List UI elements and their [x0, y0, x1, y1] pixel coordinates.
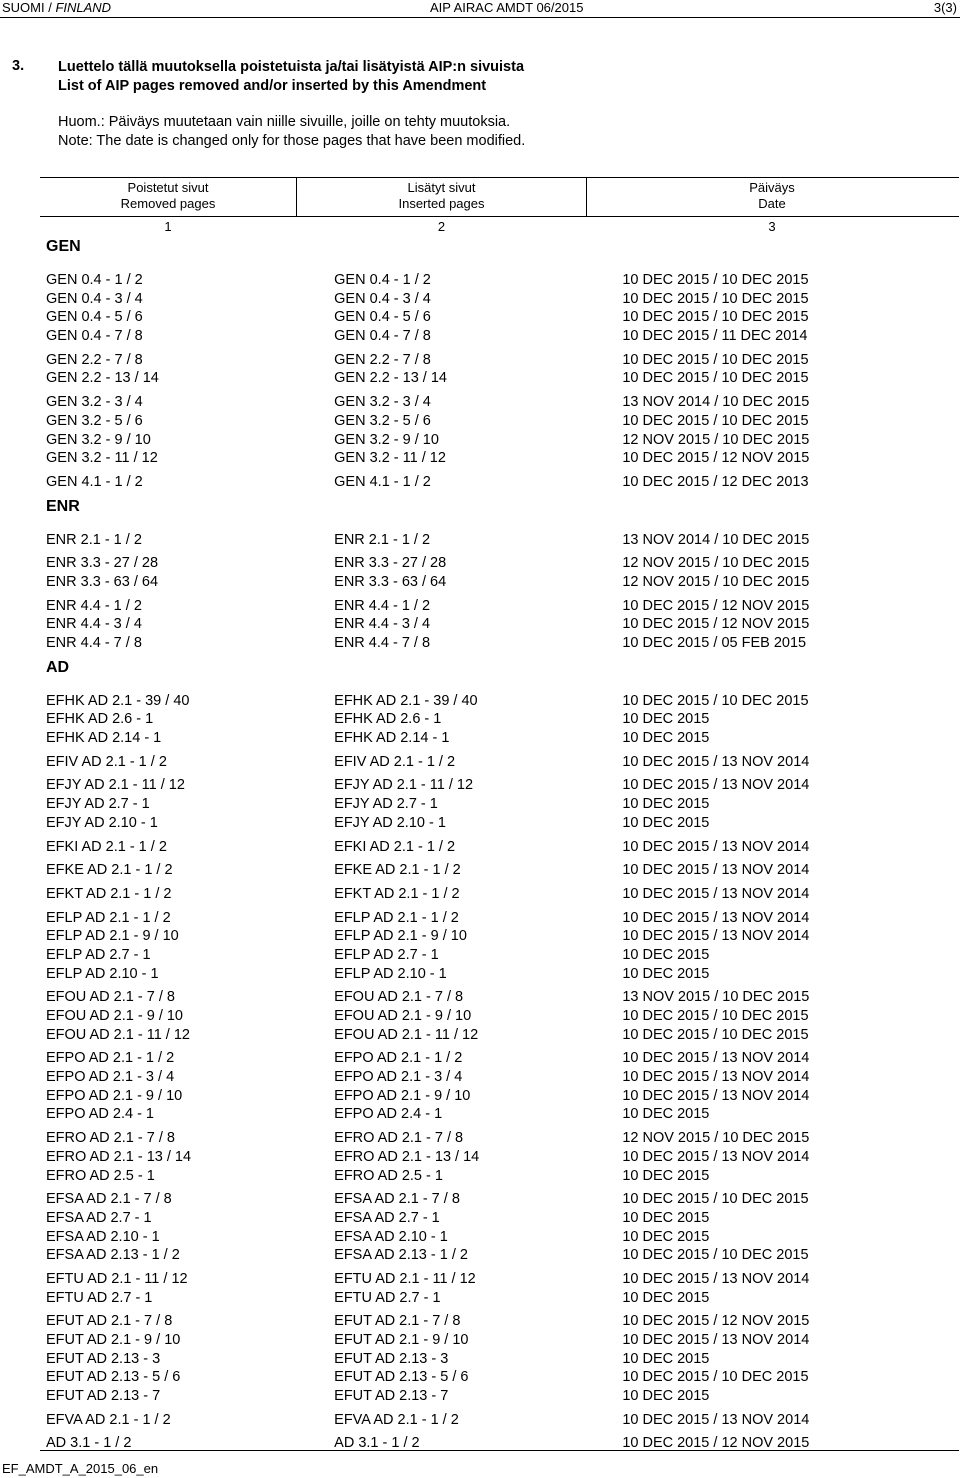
date-cell: 10 DEC 2015 / 13 NOV 2014 — [622, 928, 810, 945]
column-number-1: 1 — [164, 219, 172, 234]
removed-page-cell: EFRO AD 2.1 - 7 / 8 — [46, 1130, 175, 1147]
removed-page-cell: GEN 3.2 - 11 / 12 — [46, 450, 158, 467]
table-row — [46, 615, 959, 634]
removed-page-cell: GEN 4.1 - 1 / 2 — [46, 473, 143, 490]
inserted-page-cell: GEN 0.4 - 3 / 4 — [334, 290, 431, 307]
removed-page-cell: EFHK AD 2.6 - 1 — [46, 711, 154, 728]
table-row — [46, 1331, 959, 1350]
table-row — [46, 1270, 959, 1289]
date-cell: 10 DEC 2015 — [622, 711, 710, 728]
table-row — [46, 1368, 959, 1387]
row-group — [46, 1411, 959, 1430]
page-header-left — [2, 0, 111, 15]
row-group — [46, 531, 959, 550]
removed-page-cell: EFVA AD 2.1 - 1 / 2 — [46, 1411, 171, 1428]
inserted-page-cell: EFUT AD 2.1 - 9 / 10 — [334, 1332, 469, 1348]
row-group — [46, 1049, 959, 1124]
removed-page-cell: EFOU AD 2.1 - 9 / 10 — [46, 1008, 183, 1024]
date-cell: 10 DEC 2015 / 13 NOV 2014 — [622, 885, 810, 902]
removed-page-cell: EFLP AD 2.10 - 1 — [46, 965, 159, 982]
date-cell: 10 DEC 2015 — [622, 814, 710, 831]
date-cell: 10 DEC 2015 — [622, 1289, 710, 1306]
column-header-inserted — [297, 180, 586, 212]
inserted-page-cell: GEN 4.1 - 1 / 2 — [334, 473, 431, 490]
column-header-inserted-en: Inserted pages — [398, 196, 485, 211]
header-row-divider — [40, 216, 959, 217]
date-cell: 10 DEC 2015 — [622, 1167, 710, 1184]
removed-page-cell: EFSA AD 2.10 - 1 — [46, 1228, 160, 1245]
date-cell: 10 DEC 2015 / 13 NOV 2014 — [622, 909, 810, 926]
date-cell: 10 DEC 2015 — [622, 965, 710, 982]
inserted-page-cell: ENR 3.3 - 27 / 28 — [334, 555, 447, 572]
inserted-page-cell: EFLP AD 2.10 - 1 — [334, 965, 447, 982]
removed-page-cell: GEN 2.2 - 13 / 14 — [46, 370, 159, 387]
table-row — [46, 965, 959, 984]
column-divider — [296, 178, 297, 216]
inserted-page-cell: GEN 0.4 - 5 / 6 — [334, 309, 431, 326]
date-cell: 10 DEC 2015 / 10 DEC 2015 — [622, 370, 809, 387]
date-cell: 10 DEC 2015 / 13 NOV 2014 — [622, 1050, 810, 1067]
inserted-page-cell: EFOU AD 2.1 - 7 / 8 — [334, 989, 464, 1006]
section-title — [58, 58, 524, 96]
inserted-page-cell: EFVA AD 2.1 - 1 / 2 — [334, 1411, 459, 1428]
inserted-page-cell: ENR 4.4 - 3 / 4 — [334, 616, 431, 633]
inserted-page-cell: EFUT AD 2.13 - 5 / 6 — [334, 1369, 469, 1386]
removed-page-cell: AD 3.1 - 1 / 2 — [46, 1435, 132, 1452]
date-cell: 12 NOV 2015 / 10 DEC 2015 — [622, 1130, 810, 1147]
removed-page-cell: EFPO AD 2.1 - 3 / 4 — [46, 1069, 175, 1086]
table-row — [46, 431, 959, 450]
removed-page-cell: ENR 3.3 - 27 / 28 — [46, 555, 159, 572]
removed-page-cell: EFKT AD 2.1 - 1 / 2 — [46, 885, 172, 902]
table-row — [46, 1007, 959, 1026]
removed-page-cell: EFLP AD 2.7 - 1 — [46, 946, 151, 963]
row-group — [46, 597, 959, 653]
removed-page-cell: EFOU AD 2.1 - 11 / 12 — [46, 1026, 190, 1043]
inserted-page-cell: EFJY AD 2.7 - 1 — [334, 796, 438, 813]
row-group — [46, 351, 959, 388]
table-row — [46, 1434, 959, 1453]
inserted-page-cell: GEN 3.2 - 9 / 10 — [334, 431, 439, 448]
inserted-page-cell: EFOU AD 2.1 - 9 / 10 — [334, 1008, 472, 1024]
removed-page-cell: ENR 4.4 - 7 / 8 — [46, 635, 142, 651]
table-row — [46, 1190, 959, 1209]
row-group — [46, 753, 959, 772]
row-group — [46, 692, 959, 748]
date-cell: 10 DEC 2015 / 13 NOV 2014 — [622, 1148, 810, 1165]
table-row — [46, 776, 959, 795]
table-row — [46, 1387, 959, 1406]
pages-table — [40, 177, 959, 1451]
table-row — [46, 753, 959, 772]
date-cell: 13 NOV 2014 / 10 DEC 2015 — [622, 531, 810, 548]
inserted-page-cell: EFUT AD 2.13 - 7 — [334, 1388, 449, 1405]
inserted-page-cell: EFLP AD 2.1 - 1 / 2 — [334, 909, 459, 926]
table-row — [46, 351, 959, 370]
group-title: GEN — [46, 238, 81, 255]
row-group — [46, 1270, 959, 1307]
date-cell: 12 NOV 2015 / 10 DEC 2015 — [622, 431, 810, 448]
removed-page-cell: GEN 0.4 - 1 / 2 — [46, 272, 143, 288]
removed-page-cell: GEN 3.2 - 3 / 4 — [46, 394, 143, 411]
inserted-page-cell: EFRO AD 2.5 - 1 — [334, 1167, 443, 1184]
removed-page-cell: EFJY AD 2.1 - 11 / 12 — [46, 777, 185, 794]
row-group — [46, 838, 959, 857]
removed-page-cell: EFHK AD 2.1 - 39 / 40 — [46, 692, 190, 709]
column-header-date — [587, 180, 957, 212]
removed-page-cell: EFRO AD 2.1 - 13 / 14 — [46, 1148, 192, 1165]
inserted-page-cell: EFJY AD 2.10 - 1 — [334, 814, 446, 831]
removed-page-cell: EFRO AD 2.5 - 1 — [46, 1167, 155, 1184]
column-number-3: 3 — [768, 219, 776, 234]
date-cell: 10 DEC 2015 / 12 NOV 2015 — [622, 450, 810, 467]
table-row — [46, 814, 959, 833]
table-row — [46, 1312, 959, 1331]
row-group — [46, 861, 959, 880]
table-row — [46, 1049, 959, 1068]
page-header-center: AIP AIRAC AMDT 06/2015 — [430, 0, 584, 15]
note-en: Note: The date is changed only for those pages that have been modified. — [58, 133, 526, 149]
inserted-page-cell: GEN 0.4 - 1 / 2 — [334, 272, 431, 288]
table-row — [46, 692, 959, 711]
column-header-removed — [40, 180, 296, 212]
row-group — [46, 909, 959, 984]
row-group — [46, 1434, 959, 1453]
document-footer: EF_AMDT_A_2015_06_en — [2, 1461, 159, 1476]
table-row — [46, 909, 959, 928]
date-cell: 10 DEC 2015 / 12 NOV 2015 — [622, 1435, 810, 1452]
section-number: 3. — [12, 58, 25, 74]
date-cell: 10 DEC 2015 / 10 DEC 2015 — [622, 692, 809, 709]
table-row — [46, 554, 959, 573]
row-group — [46, 1190, 959, 1265]
date-cell: 13 NOV 2014 / 10 DEC 2015 — [622, 394, 810, 411]
date-cell: 13 NOV 2015 / 10 DEC 2015 — [622, 989, 810, 1006]
inserted-page-cell: GEN 0.4 - 7 / 8 — [334, 328, 431, 345]
inserted-page-cell: EFKI AD 2.1 - 1 / 2 — [334, 838, 456, 855]
inserted-page-cell: EFSA AD 2.1 - 7 / 8 — [334, 1191, 460, 1208]
inserted-page-cell: EFLP AD 2.7 - 1 — [334, 946, 439, 963]
table-body — [46, 235, 959, 1458]
date-cell: 10 DEC 2015 / 12 NOV 2015 — [622, 1313, 810, 1330]
inserted-page-cell: EFPO AD 2.1 - 1 / 2 — [334, 1050, 463, 1067]
inserted-page-cell: EFLP AD 2.1 - 9 / 10 — [334, 928, 467, 945]
page-number: 3(3) — [933, 0, 957, 15]
removed-page-cell: EFJY AD 2.7 - 1 — [46, 796, 150, 813]
date-cell: 10 DEC 2015 / 12 NOV 2015 — [622, 597, 810, 614]
inserted-page-cell: GEN 2.2 - 13 / 14 — [334, 370, 447, 387]
date-cell: 10 DEC 2015 — [622, 946, 710, 963]
row-group — [46, 554, 959, 591]
table-row — [46, 412, 959, 431]
table-row — [46, 1209, 959, 1228]
removed-page-cell: EFLP AD 2.1 - 1 / 2 — [46, 909, 171, 926]
table-row — [46, 327, 959, 346]
table-row — [46, 795, 959, 814]
row-group — [46, 776, 959, 832]
date-cell: 10 DEC 2015 / 13 NOV 2014 — [622, 1087, 810, 1104]
date-cell: 12 NOV 2015 / 10 DEC 2015 — [622, 573, 810, 590]
table-row — [46, 1411, 959, 1430]
row-group — [46, 988, 959, 1044]
date-cell: 10 DEC 2015 / 10 DEC 2015 — [622, 351, 809, 368]
table-row — [46, 729, 959, 748]
column-number-2: 2 — [437, 219, 446, 234]
inserted-page-cell: EFHK AD 2.1 - 39 / 40 — [334, 692, 478, 709]
date-cell: 10 DEC 2015 — [622, 1228, 710, 1245]
column-header-date-en: Date — [758, 196, 786, 211]
inserted-page-cell: EFKE AD 2.1 - 1 / 2 — [334, 862, 461, 879]
removed-page-cell: GEN 3.2 - 9 / 10 — [46, 431, 151, 448]
date-cell: 10 DEC 2015 / 13 NOV 2014 — [622, 1332, 810, 1348]
removed-page-cell: EFKI AD 2.1 - 1 / 2 — [46, 838, 167, 855]
table-row — [46, 1087, 959, 1106]
table-row — [46, 271, 959, 290]
column-divider — [586, 178, 587, 216]
table-row — [46, 1350, 959, 1369]
inserted-page-cell: ENR 4.4 - 1 / 2 — [334, 597, 431, 614]
inserted-page-cell: ENR 4.4 - 7 / 8 — [334, 635, 431, 651]
table-row — [46, 1148, 959, 1167]
table-row — [46, 531, 959, 550]
removed-page-cell: EFHK AD 2.14 - 1 — [46, 730, 162, 747]
date-cell: 10 DEC 2015 / 10 DEC 2015 — [622, 272, 809, 288]
inserted-page-cell: EFKT AD 2.1 - 1 / 2 — [334, 885, 460, 902]
inserted-page-cell: EFHK AD 2.6 - 1 — [334, 711, 442, 728]
table-row — [46, 573, 959, 592]
removed-page-cell: ENR 4.4 - 3 / 4 — [46, 616, 142, 633]
table-row — [46, 290, 959, 309]
table-row — [46, 1289, 959, 1308]
section-note — [58, 113, 525, 151]
row-group — [46, 885, 959, 904]
removed-page-cell: EFUT AD 2.1 - 7 / 8 — [46, 1313, 173, 1330]
inserted-page-cell: EFPO AD 2.4 - 1 — [334, 1106, 443, 1123]
date-cell: 10 DEC 2015 / 13 NOV 2014 — [622, 1411, 810, 1428]
removed-page-cell: EFSA AD 2.7 - 1 — [46, 1209, 152, 1226]
table-row — [46, 308, 959, 327]
table-row — [46, 710, 959, 729]
header-divider — [0, 17, 960, 18]
removed-page-cell: EFLP AD 2.1 - 9 / 10 — [46, 928, 179, 945]
date-cell: 10 DEC 2015 / 13 NOV 2014 — [622, 1270, 810, 1287]
inserted-page-cell: EFHK AD 2.14 - 1 — [334, 730, 450, 747]
table-row — [46, 1167, 959, 1186]
table-row — [46, 634, 959, 653]
removed-page-cell: EFTU AD 2.7 - 1 — [46, 1289, 153, 1306]
row-group — [46, 393, 959, 468]
column-header-removed-en: Removed pages — [120, 196, 216, 211]
date-cell: 10 DEC 2015 — [622, 796, 710, 813]
date-cell: 10 DEC 2015 / 13 NOV 2014 — [622, 838, 810, 855]
removed-page-cell: EFUT AD 2.1 - 9 / 10 — [46, 1332, 181, 1348]
inserted-page-cell: EFSA AD 2.7 - 1 — [334, 1209, 440, 1226]
removed-page-cell: GEN 0.4 - 5 / 6 — [46, 309, 143, 326]
table-row — [46, 927, 959, 946]
date-cell: 10 DEC 2015 / 10 DEC 2015 — [622, 309, 809, 326]
date-cell: 10 DEC 2015 — [622, 1209, 710, 1226]
table-row — [46, 988, 959, 1007]
inserted-page-cell: EFUT AD 2.1 - 7 / 8 — [334, 1313, 461, 1330]
table-row — [46, 1068, 959, 1087]
date-cell: 10 DEC 2015 / 10 DEC 2015 — [622, 1247, 809, 1264]
header-country: SUOMI / — [2, 0, 56, 15]
removed-page-cell: EFPO AD 2.1 - 1 / 2 — [46, 1050, 175, 1067]
table-row — [46, 946, 959, 965]
removed-page-cell: ENR 2.1 - 1 / 2 — [46, 531, 142, 548]
inserted-page-cell: EFTU AD 2.7 - 1 — [334, 1289, 441, 1306]
inserted-page-cell: GEN 2.2 - 7 / 8 — [334, 351, 431, 368]
removed-page-cell: GEN 3.2 - 5 / 6 — [46, 412, 143, 429]
column-header-date-fi: Päiväys — [749, 180, 795, 195]
section-title-en: List of AIP pages removed and/or inserted by this Amendment — [58, 78, 487, 94]
inserted-page-cell: GEN 3.2 - 5 / 6 — [334, 412, 431, 429]
removed-page-cell: GEN 0.4 - 3 / 4 — [46, 290, 143, 307]
removed-page-cell: EFJY AD 2.10 - 1 — [46, 814, 158, 831]
date-cell: 10 DEC 2015 / 12 DEC 2013 — [622, 473, 809, 490]
removed-page-cell: ENR 3.3 - 63 / 64 — [46, 573, 159, 590]
removed-page-cell: EFUT AD 2.13 - 7 — [46, 1388, 161, 1405]
date-cell: 10 DEC 2015 / 10 DEC 2015 — [622, 290, 809, 307]
inserted-page-cell: EFRO AD 2.1 - 7 / 8 — [334, 1130, 464, 1147]
table-row — [46, 393, 959, 412]
date-cell: 10 DEC 2015 / 12 NOV 2015 — [622, 616, 810, 633]
removed-page-cell: EFPO AD 2.1 - 9 / 10 — [46, 1087, 183, 1104]
table-row — [46, 473, 959, 492]
table-row — [46, 1026, 959, 1045]
table-row — [46, 449, 959, 468]
removed-page-cell: EFUT AD 2.13 - 3 — [46, 1350, 161, 1367]
date-cell: 10 DEC 2015 / 05 FEB 2015 — [622, 635, 807, 651]
table-row — [46, 885, 959, 904]
date-cell: 10 DEC 2015 / 10 DEC 2015 — [622, 412, 809, 429]
date-cell: 10 DEC 2015 / 10 DEC 2015 — [622, 1191, 809, 1208]
inserted-page-cell: EFUT AD 2.13 - 3 — [334, 1350, 449, 1367]
inserted-page-cell: EFPO AD 2.1 - 9 / 10 — [334, 1087, 471, 1104]
removed-page-cell: EFIV AD 2.1 - 1 / 2 — [46, 753, 167, 770]
row-group — [46, 1312, 959, 1405]
table-row — [46, 1129, 959, 1148]
inserted-page-cell: EFSA AD 2.10 - 1 — [334, 1228, 448, 1245]
header-country-en: FINLAND — [55, 0, 112, 15]
date-cell: 10 DEC 2015 / 10 DEC 2015 — [622, 1026, 809, 1043]
date-cell: 10 DEC 2015 / 10 DEC 2015 — [622, 1008, 809, 1024]
note-fi: Huom.: Päiväys muutetaan vain niille sivuille, joille on tehty muutoksia. — [58, 114, 511, 130]
date-cell: 10 DEC 2015 / 13 NOV 2014 — [622, 1069, 810, 1086]
row-group — [46, 271, 959, 346]
removed-page-cell: EFSA AD 2.13 - 1 / 2 — [46, 1247, 180, 1264]
date-cell: 10 DEC 2015 / 13 NOV 2014 — [622, 753, 810, 770]
inserted-page-cell: ENR 3.3 - 63 / 64 — [334, 573, 447, 590]
date-cell: 10 DEC 2015 — [622, 1106, 710, 1123]
inserted-page-cell: GEN 3.2 - 11 / 12 — [334, 450, 446, 467]
inserted-page-cell: ENR 2.1 - 1 / 2 — [334, 531, 431, 548]
date-cell: 10 DEC 2015 / 13 NOV 2014 — [622, 777, 810, 794]
table-row — [46, 861, 959, 880]
table-row — [46, 1228, 959, 1247]
removed-page-cell: EFOU AD 2.1 - 7 / 8 — [46, 989, 175, 1006]
inserted-page-cell: EFOU AD 2.1 - 11 / 12 — [334, 1026, 479, 1043]
date-cell: 10 DEC 2015 — [622, 1388, 710, 1405]
date-cell: 10 DEC 2015 — [622, 730, 710, 747]
column-header-inserted-fi: Lisätyt sivut — [407, 180, 476, 195]
group-title: AD — [46, 658, 70, 676]
removed-page-cell: EFUT AD 2.13 - 5 / 6 — [46, 1369, 181, 1386]
removed-page-cell: GEN 2.2 - 7 / 8 — [46, 351, 143, 368]
inserted-page-cell: EFJY AD 2.1 - 11 / 12 — [334, 777, 474, 794]
table-row — [46, 1246, 959, 1265]
inserted-page-cell: AD 3.1 - 1 / 2 — [334, 1435, 420, 1452]
removed-page-cell: EFKE AD 2.1 - 1 / 2 — [46, 862, 173, 879]
row-group — [46, 1129, 959, 1185]
table-row — [46, 369, 959, 388]
removed-page-cell: EFPO AD 2.4 - 1 — [46, 1106, 154, 1123]
column-header-removed-fi: Poistetut sivut — [127, 180, 209, 195]
inserted-page-cell: EFRO AD 2.1 - 13 / 14 — [334, 1148, 480, 1165]
date-cell: 10 DEC 2015 — [622, 1350, 710, 1367]
removed-page-cell: EFSA AD 2.1 - 7 / 8 — [46, 1191, 172, 1208]
date-cell: 10 DEC 2015 / 10 DEC 2015 — [622, 1369, 809, 1386]
group-title: ENR — [46, 497, 80, 515]
removed-page-cell: GEN 0.4 - 7 / 8 — [46, 328, 143, 345]
table-row — [46, 838, 959, 857]
date-cell: 10 DEC 2015 / 13 NOV 2014 — [622, 862, 810, 879]
removed-page-cell: EFTU AD 2.1 - 11 / 12 — [46, 1270, 188, 1287]
inserted-page-cell: EFIV AD 2.1 - 1 / 2 — [334, 753, 456, 770]
table-row — [46, 1105, 959, 1124]
inserted-page-cell: GEN 3.2 - 3 / 4 — [334, 394, 431, 411]
inserted-page-cell: EFTU AD 2.1 - 11 / 12 — [334, 1270, 476, 1287]
row-group — [46, 473, 959, 492]
inserted-page-cell: EFSA AD 2.13 - 1 / 2 — [334, 1247, 468, 1264]
removed-page-cell: ENR 4.4 - 1 / 2 — [46, 597, 142, 614]
table-row — [46, 597, 959, 616]
date-cell: 12 NOV 2015 / 10 DEC 2015 — [622, 555, 810, 572]
inserted-page-cell: EFPO AD 2.1 - 3 / 4 — [334, 1069, 463, 1086]
section-title-fi: Luettelo tällä muutoksella poistetuista ja/tai lisätyistä AIP:n sivuista — [58, 59, 525, 75]
date-cell: 10 DEC 2015 / 11 DEC 2014 — [622, 328, 808, 345]
